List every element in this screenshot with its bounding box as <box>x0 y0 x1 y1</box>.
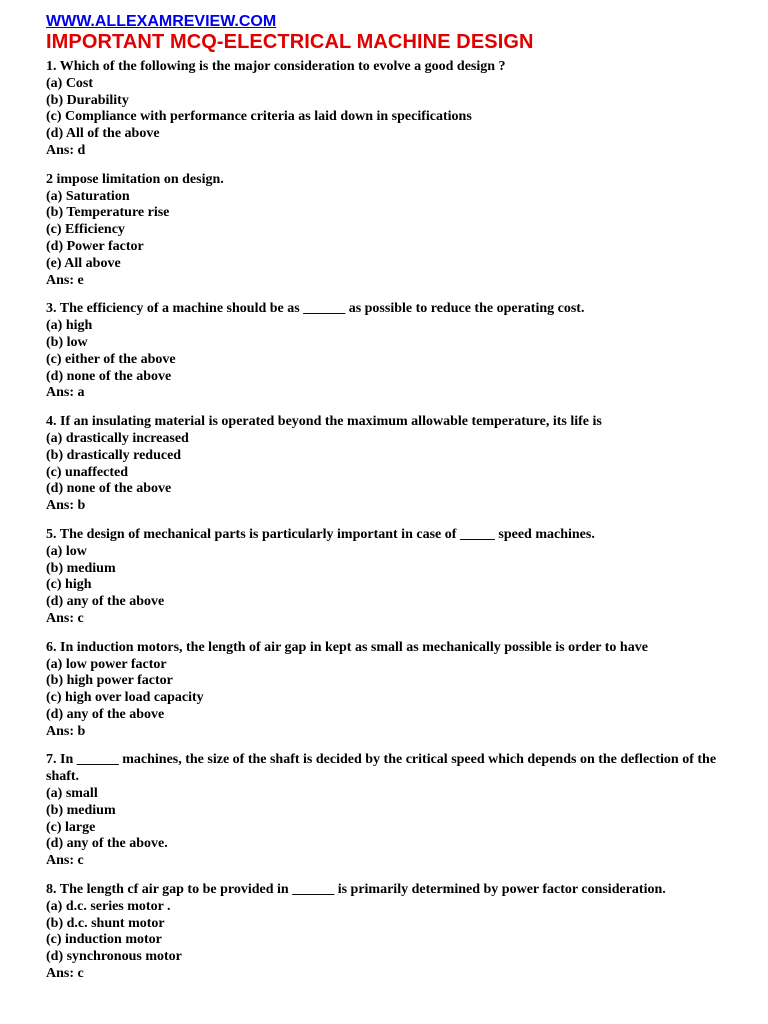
answer-option: (a) d.c. series motor . <box>46 898 171 914</box>
question-list <box>46 59 746 995</box>
answer-option: (d) Power factor <box>46 238 144 254</box>
answer-key: Ans: e <box>46 272 84 288</box>
answer-option: (c) high <box>46 577 92 593</box>
answer-option: (a) low power factor <box>46 656 167 672</box>
answer-option: (c) Compliance with performance criteria as laid down in specifications <box>46 109 472 125</box>
page-title: IMPORTANT MCQ-ELECTRICAL MACHINE DESIGN <box>46 31 534 53</box>
answer-option: (c) either of the above <box>46 351 176 367</box>
answer-option: (d) any of the above <box>46 594 165 610</box>
answer-key: Ans: c <box>46 966 84 982</box>
question-text: 7. In ______ machines, the size of the shaft is decided by the critical speed which depends on the deflection of the shaft. <box>46 752 717 785</box>
question-block <box>46 640 746 741</box>
question-text: 1. Which of the following is the major consideration to evolve a good design ? <box>46 59 506 74</box>
answer-key: Ans: c <box>46 610 84 626</box>
answer-option: (c) unaffected <box>46 464 129 480</box>
answer-key: Ans: b <box>46 498 86 514</box>
question-text: 8. The length cf air gap to be provided in ______ is primarily determined by power factor consideration. <box>46 882 666 898</box>
question-block <box>46 59 746 160</box>
answer-option: (d) none of the above <box>46 481 172 497</box>
answer-option: (b) Temperature rise <box>46 205 170 221</box>
answer-option: (c) induction motor <box>46 932 162 948</box>
question-text: 3. The efficiency of a machine should be as ______ as possible to reduce the operating cost. <box>46 301 585 317</box>
answer-key: Ans: d <box>46 142 86 158</box>
answer-option: (b) medium <box>46 560 116 576</box>
site-link[interactable]: WWW.ALLEXAMREVIEW.COM <box>46 13 277 30</box>
answer-option: (b) low <box>46 334 88 350</box>
answer-option: (b) Durability <box>46 92 129 108</box>
answer-option: (b) high power factor <box>46 673 173 689</box>
answer-option: (b) drastically reduced <box>46 447 182 463</box>
answer-option: (b) medium <box>46 802 116 818</box>
question-block <box>46 752 746 870</box>
answer-option: (a) Saturation <box>46 188 130 204</box>
answer-option: (a) low <box>46 543 87 559</box>
answer-option: (a) high <box>46 318 93 334</box>
answer-option: (a) small <box>46 786 98 802</box>
answer-option: (a) Cost <box>46 75 94 91</box>
question-text: 6. In induction motors, the length of air gap in kept as small as mechanically possible is order to have <box>46 639 648 655</box>
answer-option: (d) none of the above <box>46 368 172 384</box>
question-block <box>46 527 746 628</box>
answer-key: Ans: b <box>46 723 86 739</box>
answer-key: Ans: c <box>46 853 84 869</box>
question-block <box>46 882 746 983</box>
answer-option: (b) d.c. shunt motor <box>46 915 165 931</box>
question-block <box>46 301 746 402</box>
question-block <box>46 414 746 515</box>
answer-option: (c) Efficiency <box>46 222 125 238</box>
answer-option: (d) synchronous motor <box>46 949 182 965</box>
answer-option: (c) large <box>46 819 96 835</box>
answer-option: (d) All of the above <box>46 126 160 142</box>
question-block <box>46 172 746 290</box>
answer-key: Ans: a <box>46 385 85 401</box>
question-text: 2 impose limitation on design. <box>46 171 224 187</box>
answer-option: (e) All above <box>46 255 121 271</box>
answer-option: (c) high over load capacity <box>46 690 204 706</box>
answer-option: (a) drastically increased <box>46 430 189 446</box>
question-text: 4. If an insulating material is operated beyond the maximum allowable temperature, its life is <box>46 414 602 430</box>
answer-option: (d) any of the above. <box>46 836 168 852</box>
answer-option: (d) any of the above <box>46 706 165 722</box>
question-text: 5. The design of mechanical parts is particularly important in case of _____ speed machines. <box>46 526 595 542</box>
